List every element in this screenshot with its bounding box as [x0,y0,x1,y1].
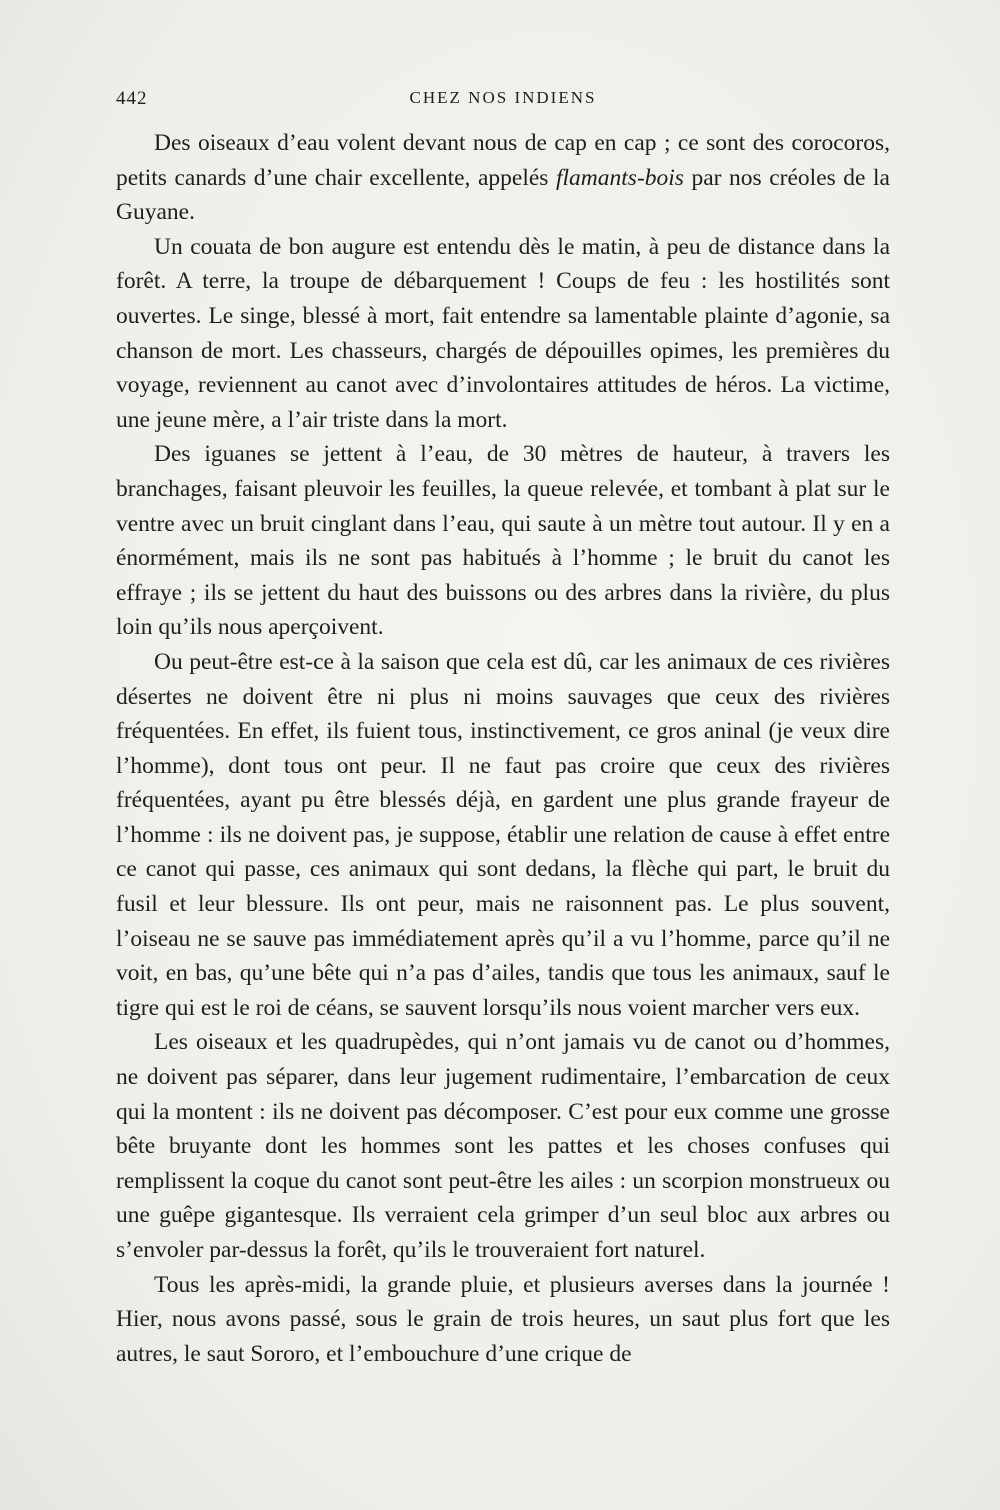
paragraph-5: Les oiseaux et les quadrupèdes, qui n’ont jamais vu de canot ou d’hommes, ne doivent pas séparer, dans leur jugement rudimentaire, l’embarcation de ceux qui la montent : ils ne doivent pas décomposer. C’est pour eux comme une grosse bête bruyante dont les hommes sont les pattes et les choses confuses qui remplissent la coque du canot sont peut-être les ailes : un scorpion monstrueux ou une guêpe gigantesque. Ils verraient cela grimper d’un seul bloc aux arbres ou s’envoler par-dessus la forêt, qu’ils le trouveraient fort naturel. [116,1029,890,1263]
page-header [116,88,890,118]
paragraph-2: Un couata de bon augure est entendu dès le matin, à peu de distance dans la forêt. A terre, la troupe de débarquement ! Coups de feu : les hostilités sont ouvertes. Le singe, blessé à mort, fait entendre sa lamentable plainte d’agonie, sa chanson de mort. Les chasseurs, chargés de dépouilles opimes, les premières du voyage, reviennent au canot avec d’involontaires attitudes de héros. La victime, une jeune mère, a l’air triste dans la mort. [116,233,890,433]
running-title: CHEZ NOS INDIENS [409,88,597,107]
paragraph-1-italic-term: flamants-bois [555,164,684,191]
paragraph-6: Tous les après-midi, la grande pluie, et plusieurs averses dans la journée ! Hier, nous avons passé, sous le grain de trois heures, un saut plus fort que les autres, le saut Sororo, et l’embouchure d’une crique de [116,1271,890,1367]
paragraph-1 [116,126,890,230]
paragraph-1-text-after: par nos créoles de la Guyane. [116,164,890,226]
paragraph-1-text-before: Des oiseaux d’eau volent devant nous de cap en cap ; ce sont des corocoros, petits canards d’une chair excellente, appelés [116,130,890,191]
paragraph-4: Ou peut-être est-ce à la saison que cela est dû, car les animaux de ces rivières désertes ne doivent être ni plus ni moins sauvages que ceux des rivières fréquentées. En effet, ils fuient tous, instinctivement, ce gros aninal (je veux dire l’homme), dont tous ont peur. Il ne faut pas croire que ceux des rivières fréquentées, ayant pu être blessés déjà, en gardent une plus grande frayeur de l’homme : ils ne doivent pas, je suppose, établir une relation de cause à effet entre ce canot qui passe, ces animaux qui sont dedans, la flèche qui part, le bruit du fusil et leur blessure. Ils ont peur, mais ne raisonnent pas. Le plus souvent, l’oiseau ne se sauve pas immédiatement après qu’il a vu l’homme, parce qu’il ne voit, en bas, qu’une bête qui n’a pas d’ailes, tandis que tous les animaux, sauf le tigre qui est le roi de céans, se sauvent lorsqu’ils nous voient marcher vers eux. [116,648,890,1021]
page-number: 442 [116,88,148,109]
body-text [116,126,890,1371]
paragraph-3: Des iguanes se jettent à l’eau, de 30 mètres de hauteur, à travers les branchages, faisant pleuvoir les feuilles, la queue relevée, et tombant à plat sur le ventre avec un bruit cinglant dans l’eau, qui saute à un mètre tout autour. Il y en a énormément, mais ils ne sont pas habitués à l’homme ; le bruit du canot les effraye ; ils se jettent du haut des buissons ou des arbres dans la rivière, du plus loin qu’ils nous aperçoivent. [116,441,890,641]
